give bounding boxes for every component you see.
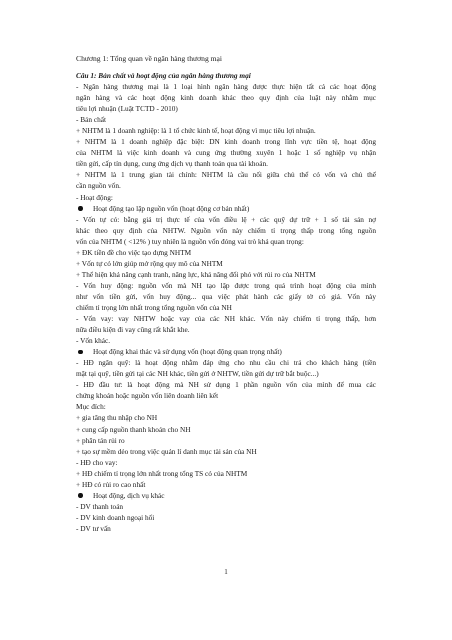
page-number: 1 <box>224 568 228 576</box>
text-line: nữa điều kiện đi vay cũng rất khắt khe. <box>76 325 190 335</box>
text-line: chiếm tỉ trọng lớn nhất trong tổng nguồn vốn của NH <box>76 302 232 312</box>
text-line: + ĐK tiền đề cho việc tạo dựng NHTM <box>76 247 192 257</box>
text-line: + cung cấp nguồn thanh khoản cho NH <box>76 424 191 434</box>
text-line: - HĐ cho vay: <box>76 457 118 467</box>
text-line: - Vốn tự có: bằng giá trị thực tế của vốn điều lệ + các quỹ dự trữ + 1 số tài sản nợ <box>76 214 376 224</box>
text-line: - Hoạt động: <box>76 192 113 202</box>
bullet-text: Hoạt động, dịch vụ khác <box>93 490 165 500</box>
bullet-item <box>76 490 376 501</box>
text-line: + phân tán rủi ro <box>76 435 125 445</box>
text-line: vốn của NHTM ( <12% ) tuy nhiên là nguồn vốn đóng vai trò khá quan trọng: <box>76 236 304 246</box>
bullet-item <box>76 203 376 214</box>
text-line: - Vốn vay: vay NHTW hoặc vay của các NH khác. Vốn này chiếm tỉ trọng thấp, hơn <box>76 314 376 324</box>
text-line: ngân hàng và các hoạt động kinh doanh khác theo quy định của luật này nhằm mục <box>76 93 376 103</box>
text-line: như vốn tiền gửi, vốn huy động... qua việc phát hành các giấy tờ có giá. Vốn này <box>76 291 376 301</box>
bullet-text: Hoạt động khai thác và sử dụng vốn (hoạt động quan trọng nhất) <box>93 347 282 357</box>
bullet-dot-icon <box>78 350 83 355</box>
text-line: của NHTM là việc kinh doanh và cung ứng thường xuyên 1 hoặc 1 số nghiệp vụ nhận <box>76 148 376 158</box>
text-line: tiền gửi, cấp tín dụng, cung ứng dịch vụ thanh toán qua tài khoản. <box>76 159 268 169</box>
text-line: + NHTM là 1 doanh nghiệp: là 1 tổ chức kinh tế, hoạt động vì mục tiêu lợi nhuận. <box>76 126 316 136</box>
text-line: - Bản chất <box>76 115 106 125</box>
text-line: + Vốn tự có lớn giúp mở rộng quy mô của NHTM <box>76 258 223 268</box>
chapter-title: Chương 1: Tổng quan về ngân hàng thương mại <box>76 54 223 63</box>
text-line: + NHTM là 1 trung gian tài chính: NHTM là cầu nối giữa chủ thể có vốn và chủ thể <box>76 170 376 180</box>
text-line: + HĐ chiếm tỉ trọng lớn nhất trong tổng TS có của NHTM <box>76 468 248 478</box>
text-line: + gia tăng thu nhập cho NH <box>76 413 158 423</box>
bullet-item <box>76 346 376 357</box>
text-line: - Vốn khác. <box>76 336 111 346</box>
text-line: + HĐ có rủi ro cao nhất <box>76 479 146 489</box>
text-line: - Vốn huy động: nguồn vốn mà NH tạo lập được trong quá trình hoạt động của mình <box>76 280 376 290</box>
text-line: - DV thanh toán <box>76 501 124 511</box>
text-line: + NHTM là 1 doanh nghiệp đặc biệt: DN kinh doanh trong lĩnh vực tiền tệ, hoạt động <box>76 137 376 147</box>
text-line: - Ngân hàng thương mại là 1 loại hình ngân hàng được thực hiện tất cả các hoạt động <box>76 82 376 92</box>
bullet-text: Hoạt động tạo lập nguồn vốn (hoạt động cơ bản nhất) <box>93 203 250 213</box>
bullet-dot-icon <box>78 206 83 211</box>
text-line: cần nguồn vốn. <box>76 181 121 191</box>
question-heading: Câu 1: Bản chất và hoạt động của ngân hàng thương mại <box>76 71 251 80</box>
text-line: - DV tư vấn <box>76 523 111 533</box>
text-line: tiêu lợi nhuận (Luật TCTD - 2010) <box>76 104 178 114</box>
bullet-dot-icon <box>78 493 83 498</box>
text-line: mặt tại quỹ, tiền gửi tại các NH khác, tiền gửi ở NHTW, tiền gửi dự trữ bắt buộc...) <box>76 369 319 379</box>
text-line: Mục đích: <box>76 402 106 412</box>
text-line: - HĐ đầu tư: là hoạt động mà NH sử dụng 1 phần nguồn vốn của mình để mua các <box>76 380 376 390</box>
text-line: khác theo quy định của NHTW. Nguồn vốn này chiếm tỉ trọng thấp trong tổng nguồn <box>76 225 376 235</box>
text-line: chứng khoán hoặc nguồn vốn liên doanh liên kết <box>76 391 219 401</box>
text-line: + tạo sự mềm dẻo trong việc quản lí danh mục tài sản của NH <box>76 446 257 456</box>
document-body <box>76 70 376 534</box>
text-line: + Thể hiện khả năng cạnh tranh, năng lực, khả năng đối phó với rủi ro của NHTM <box>76 269 316 279</box>
text-line: - DV kinh doanh ngoại hối <box>76 512 155 522</box>
text-line: - HĐ ngân quỹ: là hoạt động nhằm đáp ứng cho nhu cầu chi trả cho khách hàng (tiền <box>76 358 376 368</box>
